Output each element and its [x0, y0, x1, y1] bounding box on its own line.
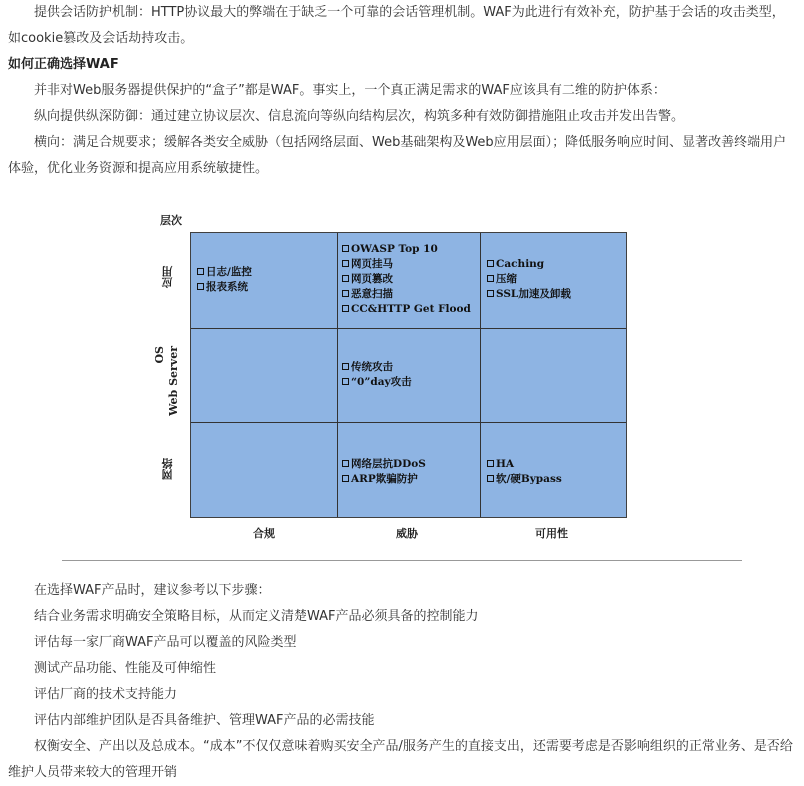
paragraph-horizontal: 横向：满足合规要求；缓解各类安全威胁（包括网络层面、Web基础架构及Web应用层面）；降低服务响应时间、显著改善终端用户体验，优化业务资源和提高应用系统敏捷性。 — [8, 135, 787, 176]
column-label-threat: 威胁 — [396, 527, 418, 540]
section-heading: 如何正确选择WAF — [8, 57, 119, 72]
checkbox-icon — [487, 260, 494, 267]
matrix-grid — [190, 232, 627, 518]
intro-paragraph: 提供会话防护机制：HTTP协议最大的弊端在于缺乏一个可靠的会话管理机制。WAF为此进行有效补充，防护基于会话的攻击类型，如cookie篡改及会话劫持攻击。 — [8, 5, 785, 46]
step-item: 测试产品功能、性能及可伸缩性 — [34, 661, 217, 676]
checkbox-icon — [197, 268, 204, 275]
column-label-compliance: 合规 — [253, 527, 275, 540]
cell-os-threat — [342, 360, 412, 390]
list-item: 传统攻击 — [342, 360, 412, 375]
paragraph-two-dimensional: 并非对Web服务器提供保护的“盒子”都是WAF。事实上，一个真正满足需求的WAF应该具有二维的防护体系： — [34, 83, 666, 98]
checkbox-icon — [487, 475, 494, 482]
checkbox-icon — [487, 290, 494, 297]
checkbox-icon — [342, 245, 349, 252]
grid-line — [191, 328, 626, 329]
list-item: 报表系统 — [197, 280, 252, 295]
grid-line — [191, 422, 626, 423]
divider — [62, 560, 742, 561]
checkbox-icon — [342, 460, 349, 467]
checkbox-icon — [342, 475, 349, 482]
cell-app-compliance — [197, 265, 252, 295]
grid-line — [480, 233, 481, 517]
cell-net-threat — [342, 457, 426, 487]
list-item: Caching — [487, 257, 571, 272]
steps-intro: 在选择WAF产品时，建议参考以下步骤： — [34, 583, 271, 598]
y-axis-title: 层次 — [160, 214, 182, 227]
row-label-network: 网络 — [161, 458, 174, 480]
list-item: 网络层抗DDoS — [342, 457, 426, 472]
row-label-web-server: Web Server — [167, 346, 180, 416]
waf-protection-matrix — [150, 208, 640, 548]
checkbox-icon — [342, 260, 349, 267]
checkbox-icon — [342, 275, 349, 282]
step-item: 评估每一家厂商WAF产品可以覆盖的风险类型 — [34, 635, 297, 650]
cell-app-threat — [342, 242, 471, 317]
row-label-app: 应用 — [161, 266, 174, 288]
step-item: 评估内部维护团队是否具备维护、管理WAF产品的必需技能 — [34, 713, 375, 728]
list-item: 网页挂马 — [342, 257, 471, 272]
step-item: 结合业务需求明确安全策略目标，从而定义清楚WAF产品必须具备的控制能力 — [34, 609, 479, 624]
list-item: 网页篡改 — [342, 272, 471, 287]
paragraph-vertical-defense: 纵向提供纵深防御：通过建立协议层次、信息流向等纵向结构层次，构筑多种有效防御措施阻止攻击并发出告警。 — [34, 109, 685, 124]
step-item: 权衡安全、产出以及总成本。“成本”不仅仅意味着购买安全产品/服务产生的直接支出，还需要考虑是否影响组织的正常业务、是否给维护人员带来较大的管理开销 — [8, 739, 793, 780]
checkbox-icon — [342, 363, 349, 370]
cell-net-availability — [487, 457, 562, 487]
list-item: 日志/监控 — [197, 265, 252, 280]
list-item: HA — [487, 457, 562, 472]
cell-app-availability — [487, 257, 571, 302]
row-label-os: OS — [153, 346, 166, 364]
checkbox-icon — [342, 305, 349, 312]
column-label-availability: 可用性 — [535, 527, 568, 540]
list-item: 压缩 — [487, 272, 571, 287]
checkbox-icon — [342, 290, 349, 297]
list-item: SSL加速及卸载 — [487, 287, 571, 302]
checkbox-icon — [487, 275, 494, 282]
list-item: OWASP Top 10 — [342, 242, 471, 257]
list-item: ARP欺骗防护 — [342, 472, 426, 487]
list-item: “0”day攻击 — [342, 375, 412, 390]
checkbox-icon — [487, 460, 494, 467]
list-item: CC&HTTP Get Flood — [342, 302, 471, 317]
list-item: 软/硬Bypass — [487, 472, 562, 487]
step-item: 评估厂商的技术支持能力 — [34, 687, 178, 702]
grid-line — [337, 233, 338, 517]
list-item: 恶意扫描 — [342, 287, 471, 302]
checkbox-icon — [197, 283, 204, 290]
checkbox-icon — [342, 378, 349, 385]
